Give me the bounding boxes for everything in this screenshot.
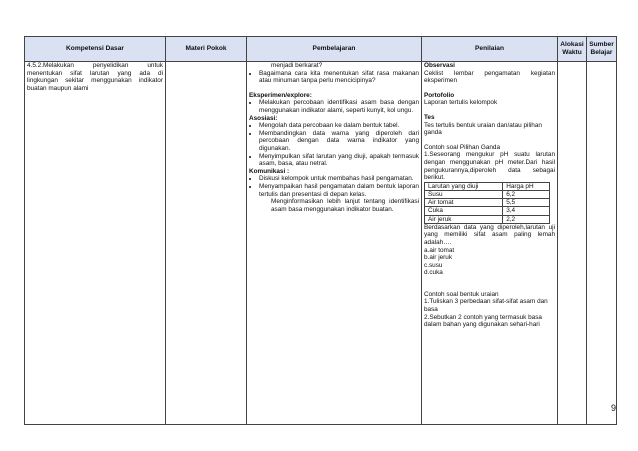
cell-materi-pokok [166,62,247,425]
asosiasi-heading: Asosiasi: [249,114,278,122]
option-c: c.susu [424,261,443,269]
table-row [25,62,617,425]
ph-cell: 3,4 [503,207,550,215]
option-a: a.air tomat [424,246,455,254]
list-item: • Menyimpulkan sifat larutan yang diuji, apakah termasuk asam, basa, atau netral. [259,153,419,168]
pg-heading: Contoh soal Pilihan Ganda [424,143,501,151]
komunikasi-list [249,175,419,198]
page-number: 9 [610,403,616,413]
uraian-question-1: 1.Tuliskan 3 perbedaan sifat-sifat asam dan basa [424,298,548,314]
ph-cell: Air tomat [425,199,503,207]
ph-data-table [424,182,550,224]
eksperimen-list [249,99,419,114]
header-kompetensi-dasar: Kompetensi Dasar [25,37,166,62]
cell-kompetensi-dasar [25,62,166,425]
list-item: • Bagaimana cara kita menentukan sifat rasa makanan atau minuman tanpa perlu mencicipinya? [259,70,419,85]
ph-cell: 5,5 [503,199,550,207]
table-row [425,207,550,215]
ph-cell: 6,2 [503,190,550,198]
header-sumber-belajar: Sumber Belajar [587,37,617,62]
kd-text: 4.5.2.Melakukan penyelidikan untuk menentukan sifat larutan yang ada di lingkungan sekitar menggunakan indikator buatan maupun alami [27,62,163,92]
pg-question-2: Berdasarkan data yang diperoleh,larutan uji yang memiliki sifat asam paling lemah adalah…. [424,223,555,246]
ph-cell: Cuka [425,207,503,215]
table-row [425,190,550,198]
komunikasi-heading: Komunikasi : [249,167,290,175]
list-item: • Melakukan percobaan identifikasi asam basa dengan menggunakan indikator alami, seperti kunyit, kol ungu. [259,99,419,114]
continuation-text: menjadi berkarat? [271,62,323,69]
syllabus-table [24,36,617,425]
ph-cell: Larutan yang diuji [425,182,503,190]
option-b: b.air jeruk [424,254,453,262]
uraian-heading: Contoh soal bentuk uraian [424,290,499,298]
header-pembelajaran: Pembelajaran [247,37,422,62]
list-item: • Diskusi kelompok untuk membahas hasil pengamatan. [259,175,419,183]
cell-alokasi-waktu [558,62,587,425]
uraian-question-2: 2.Sebutkan 2 contoh yang termasuk basa dalam bahan yang digunakan sehari-hari [424,313,542,329]
komunikasi-subtext: Menginformasikan lebih lanjut tentang identifikasi asam basa menggunakan indikator buatan. [271,198,419,213]
header-materi-pokok: Materi Pokok [166,37,247,62]
list-item: • Membandingkan data warna yang diperoleh dari percobaan dengan data warna indikator yang digunakan. [259,130,419,153]
cell-pembelajaran [247,62,422,425]
ph-cell: 2,2 [503,215,550,223]
ph-cell: Harga pH [503,182,550,190]
list-item: • Menyampaikan hasil pengamatan dalam bentuk laporan tertulis dan presentasi di depan kelas. [259,183,419,198]
portofolio-heading: Portofolio [424,91,455,99]
table-row [425,199,550,207]
tes-heading: Tes [424,113,435,121]
list-item: • Mengolah data percobaan ke dalam bentuk tabel. [259,122,419,130]
header-penilaian: Penilaian [422,37,558,62]
ph-cell: Susu [425,190,503,198]
table-row [425,182,550,190]
tes-text: Tes tertulis bentuk uraian dan/atau pilihan ganda [424,121,542,137]
portofolio-text: Laporan tertulis kelompok [424,99,498,107]
eksperimen-heading: Eksperimen/explore: [249,91,312,99]
option-d: d.cuka [424,269,443,277]
header-alokasi-waktu: Alokasi Waktu [558,37,587,62]
observasi-text: Ceklist lembar pengamatan kegiatan eksperimen [424,69,555,85]
observasi-heading: Observasi [424,62,455,69]
table-row [425,215,550,223]
ph-cell: Air jeruk [425,215,503,223]
table-header-row [25,37,617,62]
asosiasi-list [249,122,419,168]
cell-sumber-belajar [587,62,617,425]
question-list [249,70,419,85]
pg-question: 1.Seseorang mengukur pH suatu larutan dengan menggunakan pH meter.Dari hasil pengukurannya,diperoleh data sebagai berikut. [424,151,555,182]
cell-penilaian [422,62,558,425]
